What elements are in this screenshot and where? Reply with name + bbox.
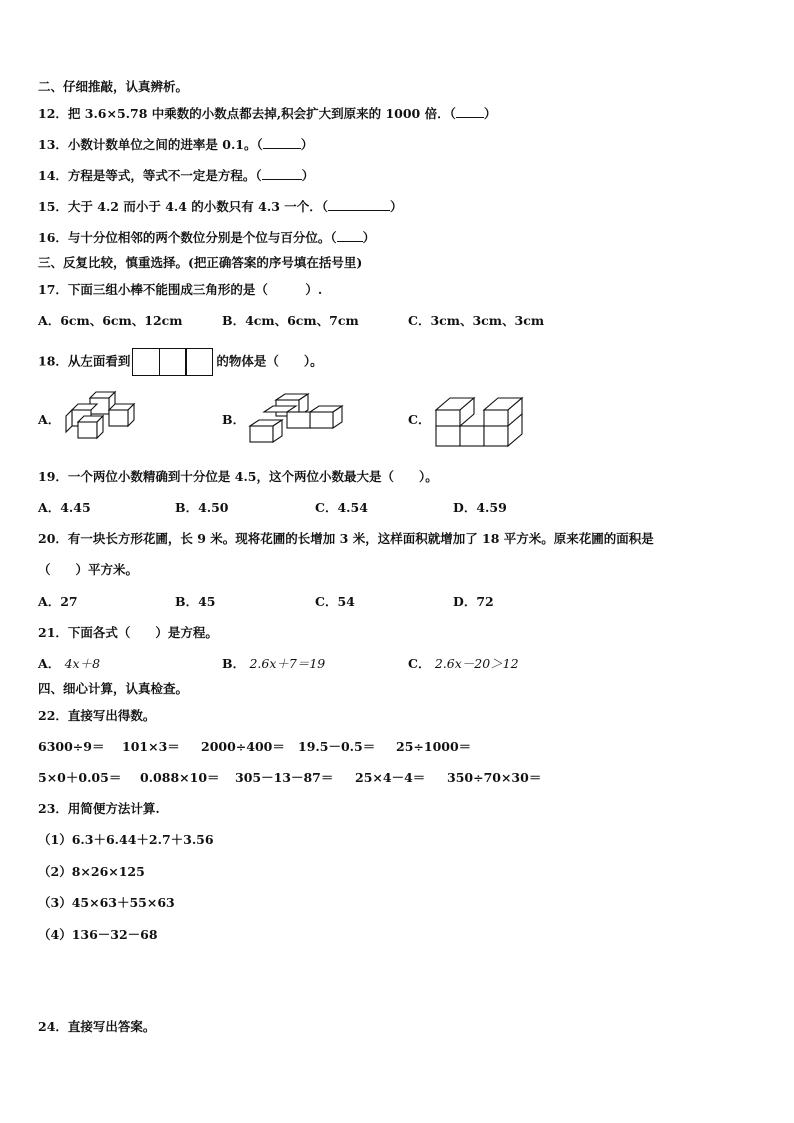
section-3-title: 三、反复比较，慎重选择。(把正确答案的序号填在括号里) (38, 255, 363, 270)
question-20-line-2: （ ）平方米。 (38, 562, 139, 577)
calc-item: 101×3＝ (122, 739, 180, 754)
q18-option-c-label[interactable]: C． (408, 412, 431, 427)
q21-option-b-label: B． (222, 656, 246, 671)
q21-option-a-label: A． (38, 656, 61, 671)
q20-option-b[interactable]: B．45 (175, 594, 216, 609)
answer-blank[interactable] (328, 198, 390, 211)
answer-blank[interactable] (263, 136, 301, 149)
question-17: 17．下面三组小棒不能围成三角形的是（ ）. (38, 282, 323, 297)
q23-item-3: （3）45×63＋55×63 (38, 895, 175, 910)
close-paren: ） (362, 230, 376, 245)
q19-option-a[interactable]: A．4.45 (38, 500, 91, 515)
question-18 (38, 348, 323, 376)
answer-blank[interactable] (337, 229, 363, 242)
question-18-prefix: 18．从左面看到 (38, 353, 131, 369)
q19-option-b[interactable]: B．4.50 (175, 500, 229, 515)
question-20-line-1: 20．有一块长方形花圃，长 9 米。现将花圃的长增加 3 米，这样面积就增加了 18 平方米。原来花圃的面积是 (38, 531, 654, 546)
q20-option-c[interactable]: C．54 (315, 594, 355, 609)
q21-option-c-label: C． (408, 656, 431, 671)
question-23-title: 23．用简便方法计算. (38, 801, 160, 816)
calc-item: 0.088×10＝ (140, 770, 220, 785)
q19-option-c[interactable]: C．4.54 (315, 500, 368, 515)
q18-option-c-cube-figure[interactable] (434, 394, 528, 450)
q20-option-d[interactable]: D．72 (453, 594, 494, 609)
question-18-suffix: 的物体是（ ）。 (216, 353, 323, 369)
q23-item-4: （4）136－32－68 (38, 927, 158, 942)
q21-option-b-expression: 2.6x＋7＝19 (249, 656, 326, 671)
q21-option-c-expression: 2.6x－20＞12 (434, 656, 519, 671)
question-21: 21．下面各式（ ）是方程。 (38, 625, 218, 640)
q17-option-b[interactable]: B．4cm、6cm、7cm (222, 313, 359, 328)
answer-blank[interactable] (456, 105, 484, 118)
calc-item: 6300÷9＝ (38, 739, 105, 754)
q18-option-a-cube-figure[interactable] (64, 390, 146, 448)
close-paren: ） (301, 168, 315, 183)
calc-item: 25×4－4＝ (355, 770, 426, 785)
q21-option-c[interactable] (408, 656, 519, 672)
question-13 (38, 136, 313, 153)
q18-option-b-cube-figure[interactable] (248, 392, 350, 446)
question-16-text: 16．与十分位相邻的两个数位分别是个位与百分位。（ (38, 230, 337, 245)
calc-item: 19.5－0.5＝ (298, 739, 376, 754)
q18-option-a-label[interactable]: A． (38, 412, 61, 427)
answer-blank[interactable] (262, 167, 302, 180)
close-paren: ） (300, 137, 314, 152)
question-14-text: 14．方程是等式，等式不一定是方程。（ (38, 168, 262, 183)
q20-option-a[interactable]: A．27 (38, 594, 78, 609)
calc-item: 5×0＋0.05＝ (38, 770, 122, 785)
calc-item: 350÷70×30＝ (447, 770, 542, 785)
calc-item: 2000÷400＝ (201, 739, 285, 754)
q21-option-b[interactable] (222, 656, 325, 672)
calc-item: 305－13－87＝ (235, 770, 334, 785)
q21-option-a-expression: 4x＋8 (64, 656, 101, 671)
section-2-title: 二、仔细推敲，认真辨析。 (38, 79, 189, 94)
question-16 (38, 229, 375, 246)
question-19: 19．一个两位小数精确到十分位是 4.5，这个两位小数最大是（ ）。 (38, 469, 438, 484)
close-paren: ） (483, 106, 497, 121)
q23-item-2: （2）8×26×125 (38, 864, 145, 879)
q23-item-1: （1）6.3＋6.44＋2.7＋3.56 (38, 832, 214, 847)
q17-option-a[interactable]: A．6cm、6cm、12cm (38, 313, 183, 328)
q18-option-b-label[interactable]: B． (222, 412, 246, 427)
question-15-text: 15．大于 4.2 而小于 4.4 的小数只有 4.3 一个．（ (38, 199, 328, 214)
question-13-text: 13．小数计数单位之间的进率是 0.1。（ (38, 137, 263, 152)
section-4-title: 四、细心计算，认真检查。 (38, 681, 189, 696)
q19-option-d[interactable]: D．4.59 (453, 500, 507, 515)
question-24-title: 24．直接写出答案。 (38, 1019, 156, 1034)
q17-option-c[interactable]: C．3cm、3cm、3cm (408, 313, 545, 328)
close-paren: ） (390, 199, 403, 214)
left-view-figure (132, 348, 213, 376)
question-12 (38, 105, 496, 122)
question-14 (38, 167, 314, 184)
q21-option-a[interactable] (38, 656, 100, 672)
calc-item: 25÷1000＝ (396, 739, 472, 754)
question-15 (38, 198, 403, 215)
question-12-text: 12．把 3.6×5.78 中乘数的小数点都去掉,积会扩大到原来的 1000 倍．（ (38, 106, 456, 121)
question-22-title: 22．直接写出得数。 (38, 708, 156, 723)
